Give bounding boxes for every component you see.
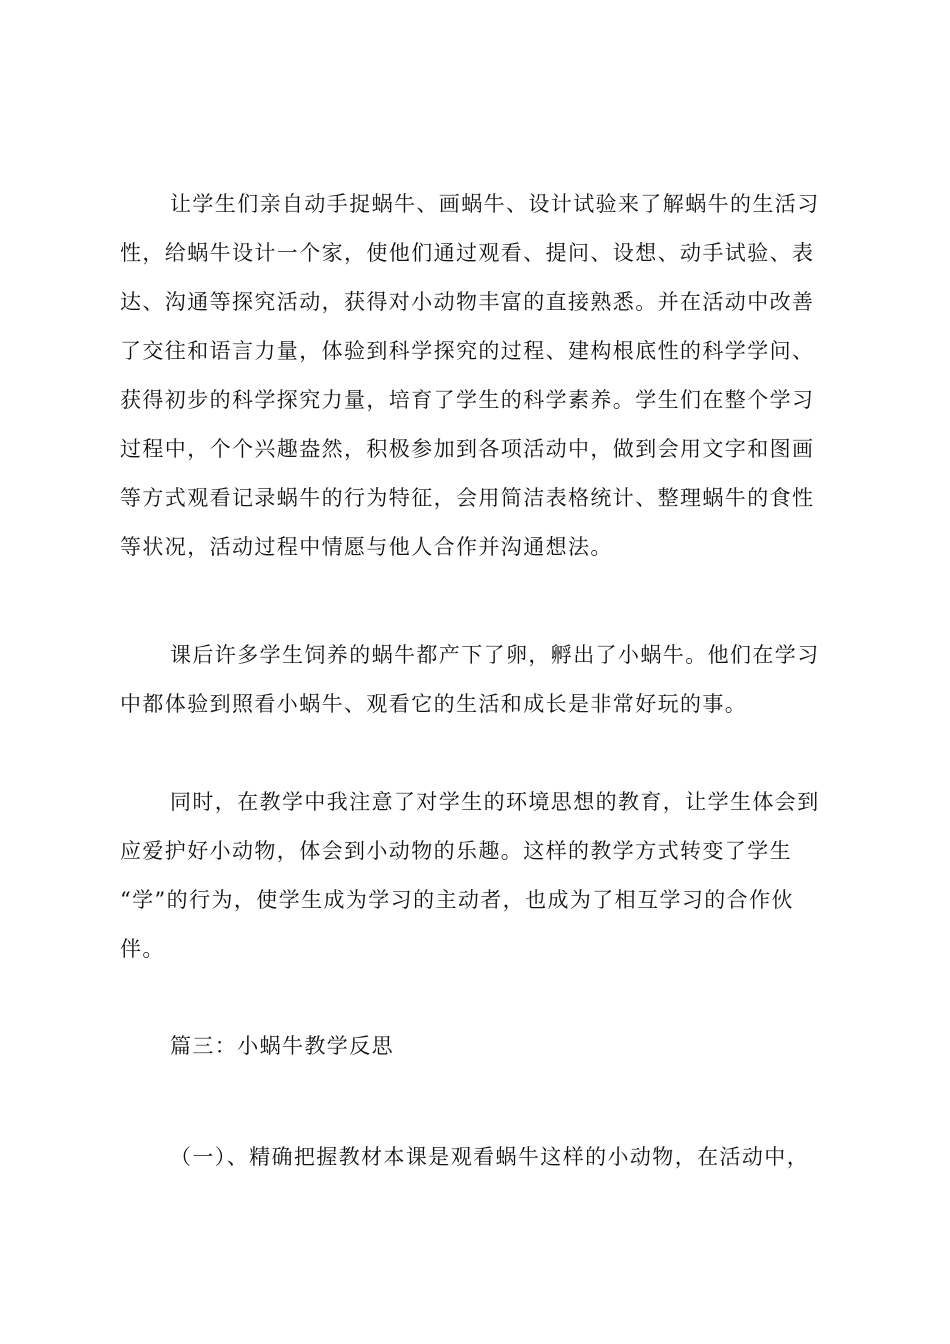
paragraph-line: 等方式观看记录蜗牛的行为特征，会用简洁表格统计、整理蜗牛的食性 xyxy=(120,486,815,510)
paragraph-line: 应爱护好小动物，体会到小动物的乐趣。这样的教学方式转变了学生 xyxy=(120,839,792,863)
paragraph-after-class xyxy=(120,631,832,729)
paragraph-line: 课后许多学生饲养的蜗牛都产下了卵，孵出了小蜗牛。他们在学习 xyxy=(170,643,820,667)
paragraph-line: 等状况，活动过程中情愿与他人合作并沟通想法。 xyxy=(120,535,613,559)
paragraph-line: 性，给蜗牛设计一个家，使他们通过观看、提问、设想、动手试验、表 xyxy=(120,241,815,265)
paragraph-line: 同时，在教学中我注意了对学生的环境思想的教育，让学生体会到 xyxy=(170,790,820,814)
paragraph-line: 了交往和语言力量，体验到科学探究的过程、建构根底性的科学学问、 xyxy=(120,339,815,363)
paragraph-line: 让学生们亲自动手捉蜗牛、画蜗牛、设计试验来了解蜗牛的生活习 xyxy=(170,192,820,216)
paragraph-line: 获得初步的科学探究力量，培育了学生的科学素养。学生们在整个学习 xyxy=(120,388,815,412)
paragraph-line: 达、沟通等探究活动，获得对小动物丰富的直接熟悉。并在活动中改善 xyxy=(120,290,815,314)
paragraph-line: “学”的行为，使学生成为学习的主动者，也成为了相互学习的合作伙 xyxy=(120,888,794,912)
paragraph-section-one xyxy=(120,1133,832,1182)
section-title: 篇三：小蜗牛教学反思 xyxy=(170,1034,394,1058)
section-heading xyxy=(120,1022,832,1071)
paragraph-environment-education xyxy=(120,778,832,974)
paragraph-snail-activities xyxy=(120,180,832,572)
paragraph-line: 过程中，个个兴趣盎然，积极参加到各项活动中，做到会用文字和图画 xyxy=(120,437,815,461)
paragraph-line: 中都体验到照看小蜗牛、观看它的生活和成长是非常好玩的事。 xyxy=(120,692,748,716)
paragraph-line: 伴。 xyxy=(120,937,165,961)
paragraph-line: （一）、精确把握教材本课是观看蜗牛这样的小动物，在活动中， xyxy=(170,1145,810,1169)
